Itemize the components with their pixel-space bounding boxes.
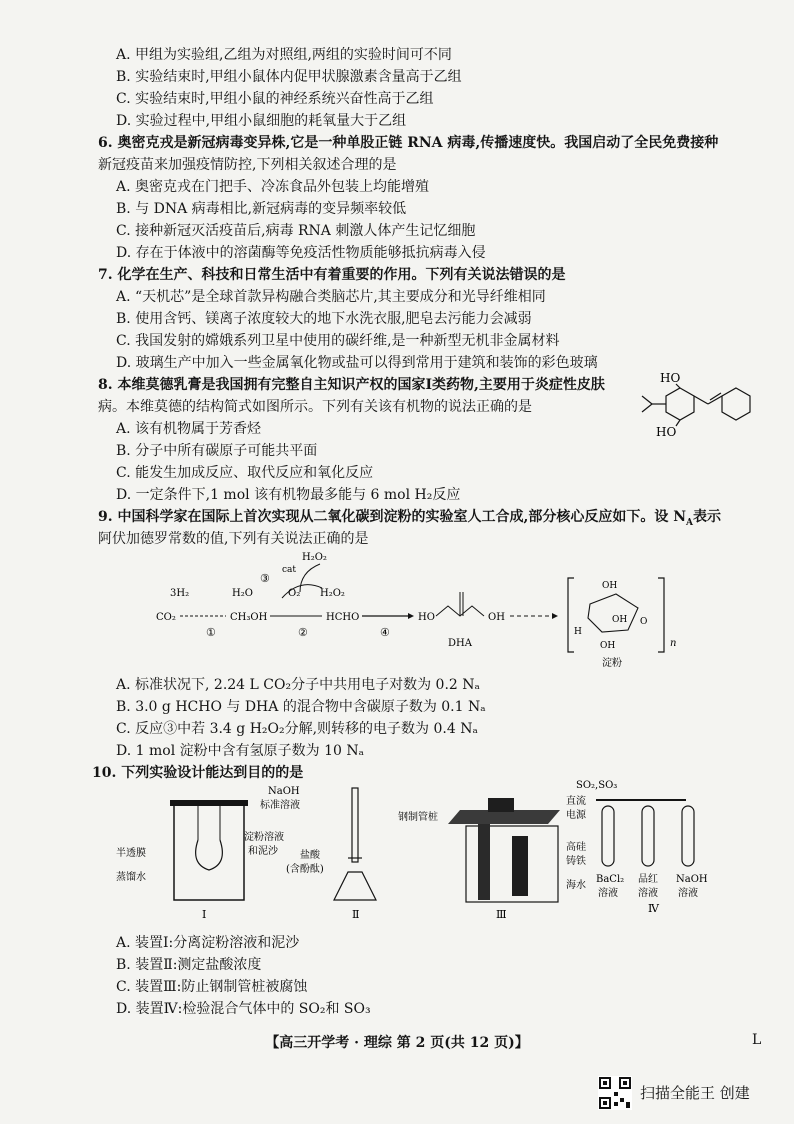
q8-stem-2: 病。本维莫德的结构简式如图所示。下列有关该有机物的说法正确的是: [98, 399, 532, 415]
q6-stem-1: 6. 奥密克戎是新冠病毒变异株,它是一种单股正链 RNA 病毒,传播速度快。我国启动了全民免费接种: [98, 135, 719, 151]
arrowhead-to-starch: [552, 613, 558, 619]
label-3h2: 3H₂: [170, 588, 190, 599]
burette: [352, 788, 358, 862]
label-roman-i: Ⅰ: [202, 908, 207, 921]
dc-power-supply: [488, 798, 514, 812]
label-starch-solution: 淀粉溶液: [244, 832, 284, 843]
label-starch-h: H: [574, 627, 582, 637]
label-step-3: ③: [260, 572, 270, 585]
label-steel-pile: 钢制管桩: [398, 812, 438, 823]
scanner-watermark: 扫描全能王 创建: [640, 1084, 750, 1102]
label-starch: 淀粉: [602, 658, 622, 669]
label-solution-2: 溶液: [638, 888, 658, 899]
benzene-ring-2: [722, 388, 750, 420]
label-starch-o: O: [640, 617, 648, 627]
q8-option-b: B. 分子中所有碳原子可能共平面: [116, 443, 318, 459]
q5-option-b: B. 实验结束时,甲组小鼠体内促甲状腺激素含量高于乙组: [116, 69, 462, 85]
conical-flask: [334, 872, 376, 900]
q10-option-a: A. 装置Ⅰ:分离淀粉溶液和泥沙: [116, 935, 300, 951]
test-tube-naoh: [682, 806, 694, 866]
q9-stem-2: 阿伏加德罗常数的值,下列有关说法正确的是: [98, 531, 369, 547]
q7-stem: 7. 化学在生产、科技和日常生活中有着重要的作用。下列有关说法错误的是: [98, 267, 566, 283]
bond-methyl-2: [642, 404, 652, 412]
q9-stem-1-text: 9. 中国科学家在国际上首次实现从二氧化碳到淀粉的实验室人工合成,部分核心反应如下。设 N: [98, 509, 687, 525]
glucose-ring: [588, 594, 638, 632]
page-footer: 【高三开学考 · 理综 第 2 页(共 12 页)】: [265, 1035, 529, 1051]
label-cat: cat: [282, 565, 297, 575]
q8-stem-1: 8. 本维莫德乳膏是我国拥有完整自主知识产权的国家Ⅰ类药物,主要用于炎症性皮肤: [98, 377, 605, 393]
starch-bracket-left: [568, 578, 574, 652]
label-roman-iv: Ⅳ: [648, 902, 659, 915]
q10-option-b: B. 装置Ⅱ:测定盐酸浓度: [116, 957, 262, 973]
arrowhead-step-4: [408, 613, 414, 619]
label-naoh-solution: NaOH: [676, 874, 708, 885]
bond-vinyl-double: [710, 393, 721, 400]
label-si-iron-2: 铸铁: [566, 856, 586, 867]
label-ch3oh: CH₃OH: [230, 612, 268, 623]
q9-option-d: D. 1 mol 淀粉中含有氢原子数为 10 Nₐ: [116, 743, 364, 759]
label-dc-1: 直流: [566, 796, 586, 807]
q7-option-d: D. 玻璃生产中加入一些金属氧化物或盐可以得到常用于建筑和装饰的彩色玻璃: [116, 355, 598, 371]
bond-oh-bottom: [676, 420, 680, 426]
q9-stem-1-sub: A: [686, 517, 694, 528]
label-h2o2-right: H₂O₂: [320, 588, 345, 599]
label-so2-so3: SO₂,SO₃: [576, 780, 618, 791]
q9-stem-1-end: 表示: [693, 509, 722, 525]
label-solution-3: 溶液: [678, 888, 698, 899]
label-hcho: HCHO: [326, 612, 360, 623]
q6-option-d: D. 存在于体液中的溶菌酶等免疫活性物质能够抵抗病毒入侵: [116, 245, 486, 261]
label-si-iron-1: 高硅: [566, 842, 586, 853]
q6-option-c: C. 接种新冠灭活疫苗后,病毒 RNA 刺激人体产生记忆细胞: [116, 223, 476, 239]
label-h2o2-top: H₂O₂: [302, 552, 327, 563]
bond-methyl-1: [642, 396, 652, 404]
gas-test-apparatus: [568, 776, 718, 916]
label-solution-1: 溶液: [598, 888, 618, 899]
label-magenta: 品红: [638, 874, 658, 885]
benzene-ring-1: [666, 388, 694, 420]
q10-option-d: D. 装置Ⅳ:检验混合气体中的 SO₂和 SO₃: [116, 1001, 371, 1017]
label-hcl: 盐酸: [300, 850, 320, 861]
bond-vinyl-1: [694, 396, 708, 404]
q10-option-c: C. 装置Ⅲ:防止钢制管桩被腐蚀: [116, 979, 308, 995]
footer-version: L: [752, 1032, 762, 1048]
label-dha-ho: HO: [418, 612, 435, 623]
oh-top-label: HO: [660, 371, 681, 385]
q8-option-d: D. 一定条件下,1 mol 该有机物最多能与 6 mol H₂反应: [116, 487, 461, 503]
label-step-1: ①: [206, 626, 216, 639]
dc-platform: [448, 810, 560, 824]
label-starch-ohh: OH: [600, 641, 616, 651]
label-naoh: NaOH: [268, 786, 300, 797]
label-dc-2: 电源: [566, 810, 586, 821]
beaker-i-rim: [170, 800, 248, 806]
q9-option-b: B. 3.0 g HCHO 与 DHA 的混合物中含碳原子数为 0.1 Nₐ: [116, 699, 486, 715]
label-o2: O₂: [288, 588, 301, 599]
label-standard-solution: 标准溶液: [260, 800, 300, 811]
label-dha: DHA: [448, 638, 472, 649]
benvitimod-structure: [620, 362, 770, 442]
test-tube-magenta: [642, 806, 654, 866]
label-distilled-water: 蒸馏水: [116, 872, 146, 883]
label-starch-oh2: OH: [612, 615, 628, 625]
q7-option-b: B. 使用含钙、镁离子浓度较大的地下水洗衣服,肥皂去污能力会减弱: [116, 311, 532, 327]
label-bacl2: BaCl₂: [596, 874, 625, 885]
starch-bracket-right: [658, 578, 664, 652]
qr-code-icon: [598, 1076, 632, 1110]
q10-stem: 10. 下列实验设计能达到目的的是: [92, 765, 304, 781]
semipermeable-bag: [196, 840, 223, 870]
label-step-4: ④: [380, 626, 390, 639]
arrow-h2o2-decompose: [300, 564, 320, 592]
silicon-iron-anode: [512, 836, 528, 896]
label-dha-oh: OH: [488, 612, 505, 623]
q5-option-d: D. 实验过程中,甲组小鼠细胞的耗氧量大于乙组: [116, 113, 407, 129]
label-step-2: ②: [298, 626, 308, 639]
test-tube-bacl2: [602, 806, 614, 866]
q7-option-a: A. “天机芯”是全球首款异构融合类脑芯片,其主要成分和光导纤维相同: [116, 289, 546, 305]
label-roman-iii: Ⅲ: [496, 908, 507, 921]
q5-option-a: A. 甲组为实验组,乙组为对照组,两组的实验时间可不同: [116, 47, 452, 63]
oh-bottom-label: HO: [656, 425, 677, 439]
q6-stem-2: 新冠疫苗来加强疫情防控,下列相关叙述合理的是: [98, 157, 397, 173]
label-h2o: H₂O: [232, 588, 253, 599]
label-sand: 和泥沙: [248, 846, 278, 857]
q9-option-c: C. 反应③中若 3.4 g H₂O₂分解,则转移的电子数为 0.4 Nₐ: [116, 721, 478, 737]
steel-pile: [478, 824, 490, 900]
label-starch-oh1: OH: [602, 581, 618, 591]
label-co2: CO₂: [156, 612, 176, 623]
q7-option-c: C. 我国发射的嫦娥系列卫星中使用的碳纤维,是一种新型无机非金属材料: [116, 333, 560, 349]
q5-option-c: C. 实验结束时,甲组小鼠的神经系统兴奋性高于乙组: [116, 91, 434, 107]
q9-option-a: A. 标准状况下, 2.24 L CO₂分子中共用电子对数为 0.2 Nₐ: [116, 677, 480, 693]
label-membrane: 半透膜: [116, 848, 146, 859]
beaker-i: [174, 804, 244, 900]
label-starch-n: n: [670, 638, 677, 649]
label-roman-ii: Ⅱ: [352, 908, 360, 921]
q8-option-a: A. 该有机物属于芳香烃: [116, 421, 262, 437]
q8-option-c: C. 能发生加成反应、取代反应和氧化反应: [116, 465, 374, 481]
co2-to-starch-diagram: [150, 548, 690, 668]
label-phenolphthalein: (含酚酞): [286, 864, 324, 875]
q6-option-b: B. 与 DNA 病毒相比,新冠病毒的变异频率较低: [116, 201, 407, 217]
label-seawater: 海水: [566, 880, 586, 891]
q9-stem-1: [98, 508, 721, 532]
q6-option-a: A. 奥密克戎在门把手、冷冻食品外包装上均能增殖: [116, 179, 430, 195]
